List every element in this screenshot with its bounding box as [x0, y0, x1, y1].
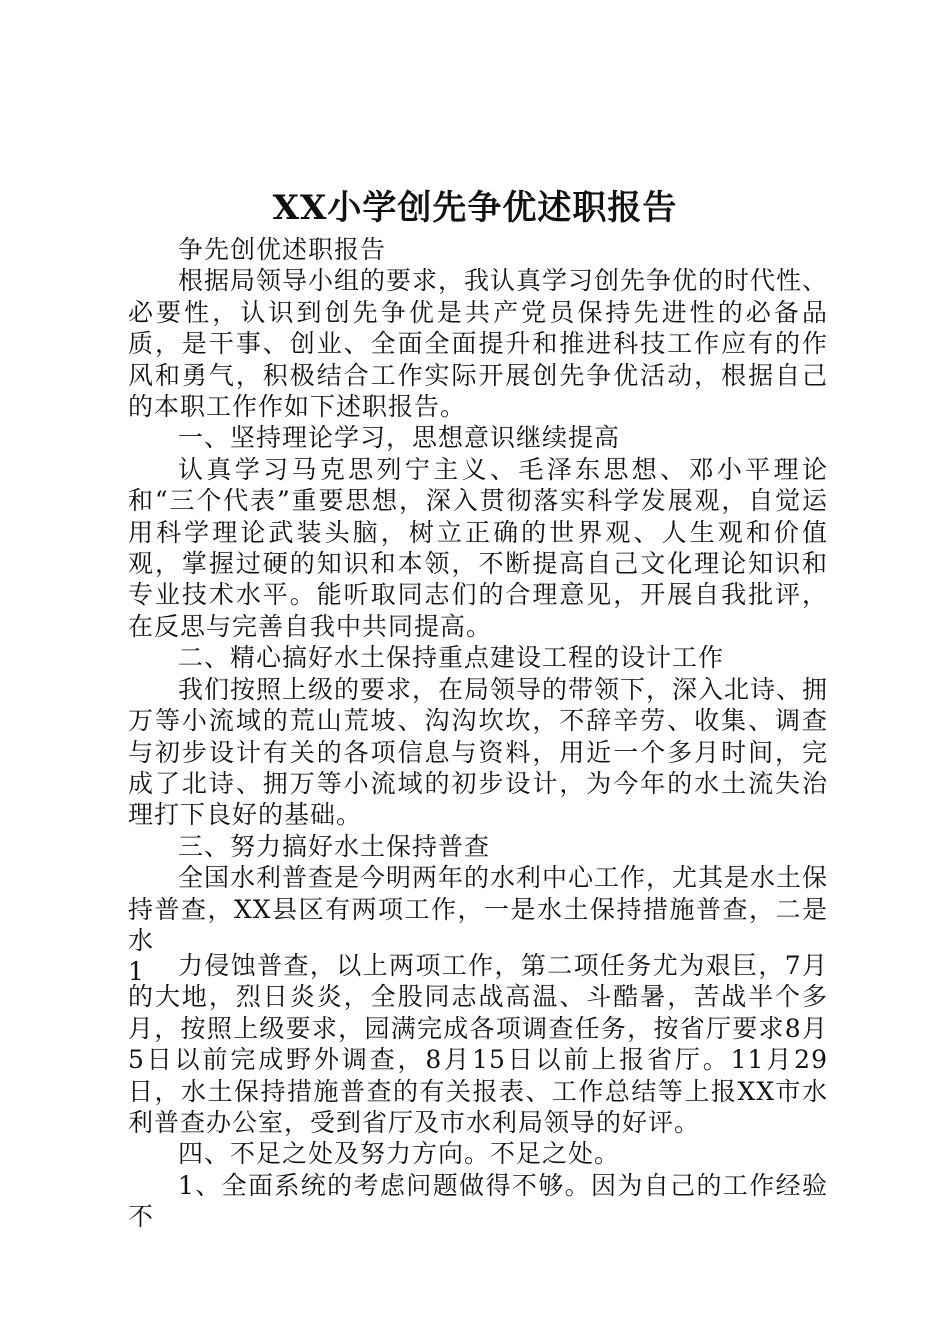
page-number: 1 — [128, 957, 145, 987]
section-heading: 一、坚持理论学习，思想意识继续提高 — [178, 423, 621, 453]
section-heading: 二、精心搞好水土保持重点建设工程的设计工作 — [178, 643, 725, 673]
document-title: XX小学创先争优述职报告 — [272, 188, 678, 228]
document-body-top — [128, 234, 828, 988]
paragraph: 1、全面系统的考虑问题做得不够。因为自己的工作经验不 — [128, 1170, 828, 1232]
paragraph: 根据局领导小组的要求，我认真学习创先争优的时代性、必要性，认识到创先争优是共产党员保持先进性的必备品质，是干事、创业、全面全面提升和推进科技工作应有的作风和勇气，积极结合工作实际开展创先争优活动，根据自己的本职工作作如下述职报告。 — [128, 266, 829, 422]
paragraph: 我们按照上级的要求，在局领导的带领下，深入北诗、拥万等小流域的荒山荒坡、沟沟坎坎，不辞辛劳、收集、调查与初步设计有关的各项信息与资料，用近一个多月时间，完成了北诗、拥万等小流域的初步设计，为今年的水土流失治理打下良好的基础。 — [128, 674, 829, 830]
paragraph: 力侵蚀普查，以上两项工作，第二项任务尤为艰巨，7月的大地，烈日炎炎，全股同志战高温、斗酷暑，苦战半个多月，按照上级要求，园满完成各项调查任务，按省厅要求8月5日以前完成野外调查，8月15日以前上报省厅。11月29日，水土保持措施普查的有关报表、工作总结等上报XX市水利普查办公室，受到省厅及市水利局领导的好评。 — [128, 951, 828, 1138]
paragraph: 全国水利普查是今明两年的水利中心工作，尤其是水土保持普查，XX县区有两项工作，一是水土保持措施普查，二是水 — [128, 863, 829, 955]
paragraph: 争先创优述职报告 — [178, 235, 387, 264]
section-heading: 三、努力搞好水土保持普查 — [178, 831, 491, 861]
document-body-bottom — [128, 950, 828, 1233]
section-heading: 四、不足之处及努力方向。不足之处。 — [178, 1139, 621, 1169]
paragraph: 认真学习马克思列宁主义、毛泽东思想、邓小平理论和“三个代表”重要思想，深入贯彻落实科学发展观，自觉运用科学理论武装头脑，树立正确的世界观、人生观和价值观，掌握过硬的知识和本领，不断提高自己文化理论知识和专业技术水平。能听取同志们的合理意见，开展自我批评，在反思与完善自我中共同提高。 — [128, 454, 828, 641]
